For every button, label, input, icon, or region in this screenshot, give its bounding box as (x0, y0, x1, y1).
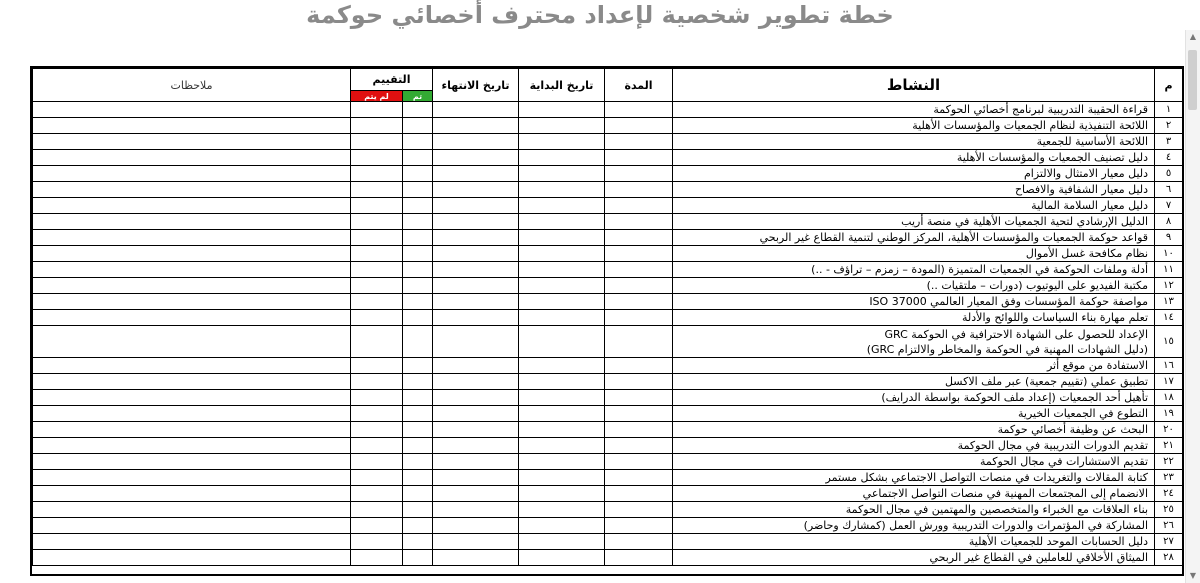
not-done-cell[interactable] (351, 422, 403, 438)
end-date-cell[interactable] (433, 230, 519, 246)
end-date-cell[interactable] (433, 422, 519, 438)
start-date-cell[interactable] (519, 390, 605, 406)
activity-text: دليل معيار الامتثال والالتزام (1023, 167, 1149, 180)
start-date-cell[interactable] (519, 166, 605, 182)
activity-cell[interactable] (673, 374, 1155, 390)
done-cell[interactable] (403, 326, 433, 358)
remarks-cell[interactable] (33, 486, 351, 502)
end-date-cell[interactable] (433, 278, 519, 294)
table-row (33, 454, 1183, 470)
table-row (33, 230, 1183, 246)
end-date-cell[interactable] (433, 326, 519, 358)
end-date-cell[interactable] (433, 534, 519, 550)
activity-cell[interactable] (673, 150, 1155, 166)
remarks-cell[interactable] (33, 262, 351, 278)
remarks-cell[interactable] (33, 406, 351, 422)
row-number[interactable]: ٦ (1155, 182, 1183, 198)
remarks-cell[interactable] (33, 502, 351, 518)
table-row (33, 502, 1183, 518)
not-done-cell[interactable] (351, 438, 403, 454)
activity-text: دليل الحسابات الموحد للجمعيات الأهلية (968, 535, 1149, 548)
done-cell[interactable] (403, 118, 433, 134)
activity-text: دليل تصنيف الجمعيات والمؤسسات الأهلية (956, 151, 1149, 164)
not-done-cell[interactable] (351, 230, 403, 246)
end-date-cell[interactable] (433, 470, 519, 486)
not-done-cell[interactable] (351, 454, 403, 470)
start-date-cell[interactable] (519, 118, 605, 134)
not-done-cell[interactable] (351, 278, 403, 294)
start-date-cell[interactable] (519, 454, 605, 470)
end-date-cell[interactable] (433, 294, 519, 310)
table-row (33, 390, 1183, 406)
end-date-cell[interactable] (433, 166, 519, 182)
done-cell[interactable] (403, 406, 433, 422)
table-row (33, 310, 1183, 326)
not-done-cell[interactable] (351, 326, 403, 358)
remarks-cell[interactable] (33, 534, 351, 550)
activity-cell[interactable] (673, 326, 1155, 358)
row-number[interactable]: ١٧ (1155, 374, 1183, 390)
table-row (33, 486, 1183, 502)
done-cell[interactable] (403, 470, 433, 486)
activity-cell[interactable] (673, 294, 1155, 310)
row-number[interactable]: ١٥ (1155, 326, 1183, 358)
table-row (33, 438, 1183, 454)
header-evaluation: التقييم (351, 69, 433, 91)
activity-text: الميثاق الأخلاقي للعاملين في القطاع غير الربحي (929, 551, 1149, 564)
table-row (33, 406, 1183, 422)
activity-cell[interactable] (673, 358, 1155, 374)
not-done-cell[interactable] (351, 182, 403, 198)
end-date-cell[interactable] (433, 518, 519, 534)
done-cell[interactable] (403, 230, 433, 246)
start-date-cell[interactable] (519, 278, 605, 294)
start-date-cell[interactable] (519, 134, 605, 150)
not-done-cell[interactable] (351, 406, 403, 422)
done-cell[interactable] (403, 518, 433, 534)
not-done-cell[interactable] (351, 134, 403, 150)
remarks-cell[interactable] (33, 438, 351, 454)
activity-cell[interactable] (673, 438, 1155, 454)
done-cell[interactable] (403, 246, 433, 262)
activity-text: بناء العلاقات مع الخبراء والمتخصصين والمهتمين في مجال الحوكمة (845, 503, 1149, 516)
activity-cell[interactable] (673, 182, 1155, 198)
start-date-cell[interactable] (519, 182, 605, 198)
end-date-cell[interactable] (433, 262, 519, 278)
start-date-cell[interactable] (519, 310, 605, 326)
remarks-cell[interactable] (33, 470, 351, 486)
row-number[interactable]: ٢٠ (1155, 422, 1183, 438)
activity-cell[interactable] (673, 198, 1155, 214)
not-done-cell[interactable] (351, 166, 403, 182)
duration-cell[interactable] (605, 198, 673, 214)
end-date-cell[interactable] (433, 214, 519, 230)
activity-cell[interactable] (673, 310, 1155, 326)
activity-text: تقديم الاستشارات في مجال الحوكمة (980, 455, 1149, 468)
end-date-cell[interactable] (433, 198, 519, 214)
duration-cell[interactable] (605, 486, 673, 502)
remarks-cell[interactable] (33, 198, 351, 214)
remarks-cell[interactable] (33, 358, 351, 374)
done-cell[interactable] (403, 454, 433, 470)
activity-text-line2: (دليل الشهادات المهنية في الحوكمة والمخاطر والالتزام GRC) (866, 342, 1149, 356)
duration-cell[interactable] (605, 310, 673, 326)
activity-cell[interactable] (673, 118, 1155, 134)
duration-cell[interactable] (605, 262, 673, 278)
end-date-cell[interactable] (433, 486, 519, 502)
row-number[interactable]: ١ (1155, 102, 1183, 118)
activity-cell[interactable] (673, 534, 1155, 550)
start-date-cell[interactable] (519, 102, 605, 118)
header-remarks: ملاحظات (33, 69, 351, 102)
start-date-cell[interactable] (519, 246, 605, 262)
row-number[interactable]: ١٢ (1155, 278, 1183, 294)
duration-cell[interactable] (605, 294, 673, 310)
activity-text: التطوع في الجمعيات الخيرية (1018, 407, 1149, 420)
activity-cell[interactable] (673, 518, 1155, 534)
duration-cell[interactable] (605, 470, 673, 486)
activity-text: اللائحة التنفيذية لنظام الجمعيات والمؤسسات الأهلية (912, 119, 1149, 132)
not-done-cell[interactable] (351, 294, 403, 310)
activity-cell[interactable] (673, 486, 1155, 502)
table-row (33, 118, 1183, 134)
start-date-cell[interactable] (519, 230, 605, 246)
start-date-cell[interactable] (519, 406, 605, 422)
table-row (33, 198, 1183, 214)
scroll-down-icon[interactable]: ▼ (1189, 571, 1197, 580)
not-done-cell[interactable] (351, 102, 403, 118)
row-number[interactable]: ٤ (1155, 150, 1183, 166)
not-done-cell[interactable] (351, 150, 403, 166)
header-start-date: تاريخ البداية (519, 69, 605, 102)
done-cell[interactable] (403, 214, 433, 230)
activity-cell[interactable] (673, 214, 1155, 230)
activity-text: مواصفة حوكمة المؤسسات وفق المعيار العالمي ISO 37000 (869, 295, 1149, 308)
remarks-cell[interactable] (33, 326, 351, 358)
table-row (33, 246, 1183, 262)
done-cell[interactable] (403, 294, 433, 310)
activity-text: الدليل الإرشادي لتحية الجمعيات الأهلية في منصة أريب (901, 215, 1149, 228)
not-done-cell[interactable] (351, 310, 403, 326)
remarks-cell[interactable] (33, 518, 351, 534)
start-date-cell[interactable] (519, 326, 605, 358)
start-date-cell[interactable] (519, 422, 605, 438)
done-cell[interactable] (403, 374, 433, 390)
table-row (33, 422, 1183, 438)
remarks-cell[interactable] (33, 214, 351, 230)
row-number[interactable]: ٧ (1155, 198, 1183, 214)
activity-text: قواعد حوكمة الجمعيات والمؤسسات الأهلية، المركز الوطني لتنمية القطاع غير الربحي (759, 231, 1149, 244)
remarks-cell[interactable] (33, 422, 351, 438)
duration-cell[interactable] (605, 518, 673, 534)
start-date-cell[interactable] (519, 262, 605, 278)
row-number[interactable]: ١٦ (1155, 358, 1183, 374)
start-date-cell[interactable] (519, 534, 605, 550)
activity-text: تطبيق عملي (تقييم جمعية) عبر ملف الاكسل (944, 375, 1149, 388)
table-row (33, 166, 1183, 182)
activity-text: اللائحة الأساسية للجمعية (1036, 135, 1149, 148)
duration-cell[interactable] (605, 550, 673, 566)
end-date-cell[interactable] (433, 550, 519, 566)
activity-text: دليل معيار السلامة المالية (1031, 199, 1149, 212)
duration-cell[interactable] (605, 182, 673, 198)
remarks-cell[interactable] (33, 118, 351, 134)
start-date-cell[interactable] (519, 294, 605, 310)
remarks-cell[interactable] (33, 102, 351, 118)
header-end-date: تاريخ الانتهاء (433, 69, 519, 102)
activity-cell[interactable] (673, 390, 1155, 406)
remarks-cell[interactable] (33, 294, 351, 310)
row-number[interactable]: ٨ (1155, 214, 1183, 230)
duration-cell[interactable] (605, 166, 673, 182)
end-date-cell[interactable] (433, 406, 519, 422)
start-date-cell[interactable] (519, 358, 605, 374)
header-duration: المدة (605, 69, 673, 102)
table-row (33, 262, 1183, 278)
done-cell[interactable] (403, 358, 433, 374)
activity-text: كتابة المقالات والتغريدات في منصات التواصل الاجتماعي بشكل مستمر (825, 471, 1149, 484)
start-date-cell[interactable] (519, 518, 605, 534)
done-cell[interactable] (403, 438, 433, 454)
remarks-cell[interactable] (33, 150, 351, 166)
duration-cell[interactable] (605, 246, 673, 262)
start-date-cell[interactable] (519, 214, 605, 230)
table-row (33, 358, 1183, 374)
activity-text: تقديم الدورات التدريبية في مجال الحوكمة (957, 439, 1149, 452)
activity-cell[interactable] (673, 454, 1155, 470)
row-number[interactable]: ١٩ (1155, 406, 1183, 422)
activity-text: دليل معيار الشفافية والافصاح (1014, 183, 1149, 196)
duration-cell[interactable] (605, 438, 673, 454)
end-date-cell[interactable] (433, 374, 519, 390)
row-number[interactable]: ٩ (1155, 230, 1183, 246)
end-date-cell[interactable] (433, 454, 519, 470)
activity-text: قراءة الحقيبة التدريبية لبرنامج أخصائي الحوكمة (933, 103, 1149, 116)
row-number[interactable]: ٢ (1155, 118, 1183, 134)
done-cell[interactable] (403, 278, 433, 294)
end-date-cell[interactable] (433, 310, 519, 326)
end-date-cell[interactable] (433, 118, 519, 134)
table-row (33, 534, 1183, 550)
done-cell[interactable] (403, 198, 433, 214)
not-done-cell[interactable] (351, 118, 403, 134)
duration-cell[interactable] (605, 390, 673, 406)
activity-cell[interactable] (673, 278, 1155, 294)
duration-cell[interactable] (605, 534, 673, 550)
not-done-cell[interactable] (351, 534, 403, 550)
activity-cell[interactable] (673, 134, 1155, 150)
not-done-cell[interactable] (351, 390, 403, 406)
end-date-cell[interactable] (433, 182, 519, 198)
not-done-cell[interactable] (351, 262, 403, 278)
not-done-cell[interactable] (351, 198, 403, 214)
remarks-cell[interactable] (33, 246, 351, 262)
done-cell[interactable] (403, 134, 433, 150)
table-row (33, 550, 1183, 566)
end-date-cell[interactable] (433, 246, 519, 262)
table-row (33, 150, 1183, 166)
table-row (33, 214, 1183, 230)
start-date-cell[interactable] (519, 486, 605, 502)
table-row (33, 374, 1183, 390)
table-row (33, 470, 1183, 486)
start-date-cell[interactable] (519, 150, 605, 166)
plan-table (32, 68, 1183, 566)
row-number[interactable]: ١١ (1155, 262, 1183, 278)
not-done-cell[interactable] (351, 470, 403, 486)
duration-cell[interactable] (605, 454, 673, 470)
table-row (33, 326, 1183, 358)
done-cell[interactable] (403, 262, 433, 278)
table-row (33, 518, 1183, 534)
page-title: خطة تطوير شخصية لإعداد محترف أخصائي حوكمة (306, 1, 894, 29)
row-number[interactable]: ٢٦ (1155, 518, 1183, 534)
header-done: تم (403, 91, 433, 102)
start-date-cell[interactable] (519, 374, 605, 390)
remarks-cell[interactable] (33, 134, 351, 150)
duration-cell[interactable] (605, 150, 673, 166)
done-cell[interactable] (403, 502, 433, 518)
activity-cell[interactable] (673, 166, 1155, 182)
remarks-cell[interactable] (33, 230, 351, 246)
duration-cell[interactable] (605, 502, 673, 518)
end-date-cell[interactable] (433, 358, 519, 374)
done-cell[interactable] (403, 550, 433, 566)
duration-cell[interactable] (605, 422, 673, 438)
activity-cell[interactable] (673, 502, 1155, 518)
activity-cell[interactable] (673, 246, 1155, 262)
plan-table-container (30, 66, 1184, 576)
remarks-cell[interactable] (33, 310, 351, 326)
table-row (33, 294, 1183, 310)
remarks-cell[interactable] (33, 550, 351, 566)
remarks-cell[interactable] (33, 278, 351, 294)
table-row (33, 182, 1183, 198)
activity-text: الإعداد للحصول على الشهادة الاحترافية في الحوكمة GRC (884, 327, 1149, 341)
remarks-cell[interactable] (33, 454, 351, 470)
row-number[interactable]: ١٠ (1155, 246, 1183, 262)
row-number[interactable]: ١٣ (1155, 294, 1183, 310)
scroll-up-icon[interactable]: ▲ (1189, 32, 1197, 41)
remarks-cell[interactable] (33, 166, 351, 182)
activity-cell[interactable] (673, 262, 1155, 278)
table-row (33, 102, 1183, 118)
done-cell[interactable] (403, 486, 433, 502)
start-date-cell[interactable] (519, 550, 605, 566)
scroll-thumb[interactable] (1188, 50, 1197, 110)
row-number[interactable]: ٢٢ (1155, 454, 1183, 470)
activity-text: المشاركة في المؤتمرات والدورات التدريبية وورش العمل (كمشارك وحاضر) (803, 519, 1149, 532)
done-cell[interactable] (403, 534, 433, 550)
duration-cell[interactable] (605, 230, 673, 246)
row-number[interactable]: ٢٧ (1155, 534, 1183, 550)
activity-cell[interactable] (673, 230, 1155, 246)
done-cell[interactable] (403, 102, 433, 118)
activity-cell[interactable] (673, 102, 1155, 118)
activity-text: نظام مكافحة غسل الأموال (1025, 247, 1149, 260)
duration-cell[interactable] (605, 118, 673, 134)
end-date-cell[interactable] (433, 150, 519, 166)
header-activity: النشاط (673, 69, 1155, 102)
activity-text: تأهيل أحد الجمعيات (إعداد ملف الحوكمة بواسطة الدرايف) (881, 391, 1149, 404)
activity-cell[interactable] (673, 470, 1155, 486)
not-done-cell[interactable] (351, 374, 403, 390)
done-cell[interactable] (403, 182, 433, 198)
duration-cell[interactable] (605, 214, 673, 230)
table-row (33, 134, 1183, 150)
not-done-cell[interactable] (351, 502, 403, 518)
activity-text: مكتبة الفيديو على اليوتيوب (دورات – ملتقيات ..) (926, 279, 1149, 292)
row-number[interactable]: ٥ (1155, 166, 1183, 182)
duration-cell[interactable] (605, 358, 673, 374)
remarks-cell[interactable] (33, 374, 351, 390)
row-number[interactable]: ٢٣ (1155, 470, 1183, 486)
duration-cell[interactable] (605, 278, 673, 294)
not-done-cell[interactable] (351, 486, 403, 502)
end-date-cell[interactable] (433, 390, 519, 406)
duration-cell[interactable] (605, 326, 673, 358)
activity-cell[interactable] (673, 422, 1155, 438)
not-done-cell[interactable] (351, 518, 403, 534)
row-number[interactable]: ٢٤ (1155, 486, 1183, 502)
row-number[interactable]: ٢١ (1155, 438, 1183, 454)
activity-text: تعلم مهارة بناء السياسات واللوائح والأدلة (962, 311, 1149, 324)
end-date-cell[interactable] (433, 438, 519, 454)
activity-text: الاستفادة من موقع أثر (1046, 359, 1149, 372)
table-row (33, 278, 1183, 294)
done-cell[interactable] (403, 310, 433, 326)
duration-cell[interactable] (605, 102, 673, 118)
done-cell[interactable] (403, 166, 433, 182)
end-date-cell[interactable] (433, 502, 519, 518)
done-cell[interactable] (403, 390, 433, 406)
not-done-cell[interactable] (351, 358, 403, 374)
start-date-cell[interactable] (519, 198, 605, 214)
activity-cell[interactable] (673, 406, 1155, 422)
remarks-cell[interactable] (33, 390, 351, 406)
start-date-cell[interactable] (519, 502, 605, 518)
remarks-cell[interactable] (33, 182, 351, 198)
start-date-cell[interactable] (519, 438, 605, 454)
not-done-cell[interactable] (351, 550, 403, 566)
not-done-cell[interactable] (351, 214, 403, 230)
not-done-cell[interactable] (351, 246, 403, 262)
row-number[interactable]: ١٤ (1155, 310, 1183, 326)
row-number[interactable]: ٢٥ (1155, 502, 1183, 518)
row-number[interactable]: ٣ (1155, 134, 1183, 150)
header-number: م (1155, 69, 1183, 102)
row-number[interactable]: ١٨ (1155, 390, 1183, 406)
row-number[interactable]: ٢٨ (1155, 550, 1183, 566)
start-date-cell[interactable] (519, 470, 605, 486)
duration-cell[interactable] (605, 134, 673, 150)
duration-cell[interactable] (605, 406, 673, 422)
activity-text: الانضمام إلى المجتمعات المهنية في منصات التواصل الاجتماعي (862, 487, 1149, 500)
done-cell[interactable] (403, 422, 433, 438)
activity-text: البحث عن وظيفة أخصائي حوكمة (997, 423, 1149, 436)
duration-cell[interactable] (605, 374, 673, 390)
end-date-cell[interactable] (433, 134, 519, 150)
activity-text: أدلة وملفات الحوكمة في الجمعيات المتميزة (المودة – زمزم – تراؤف - ..) (811, 263, 1149, 276)
done-cell[interactable] (403, 150, 433, 166)
header-not-done: لم يتم (351, 91, 403, 102)
vertical-scrollbar[interactable] (1185, 30, 1200, 583)
end-date-cell[interactable] (433, 102, 519, 118)
activity-cell[interactable] (673, 550, 1155, 566)
